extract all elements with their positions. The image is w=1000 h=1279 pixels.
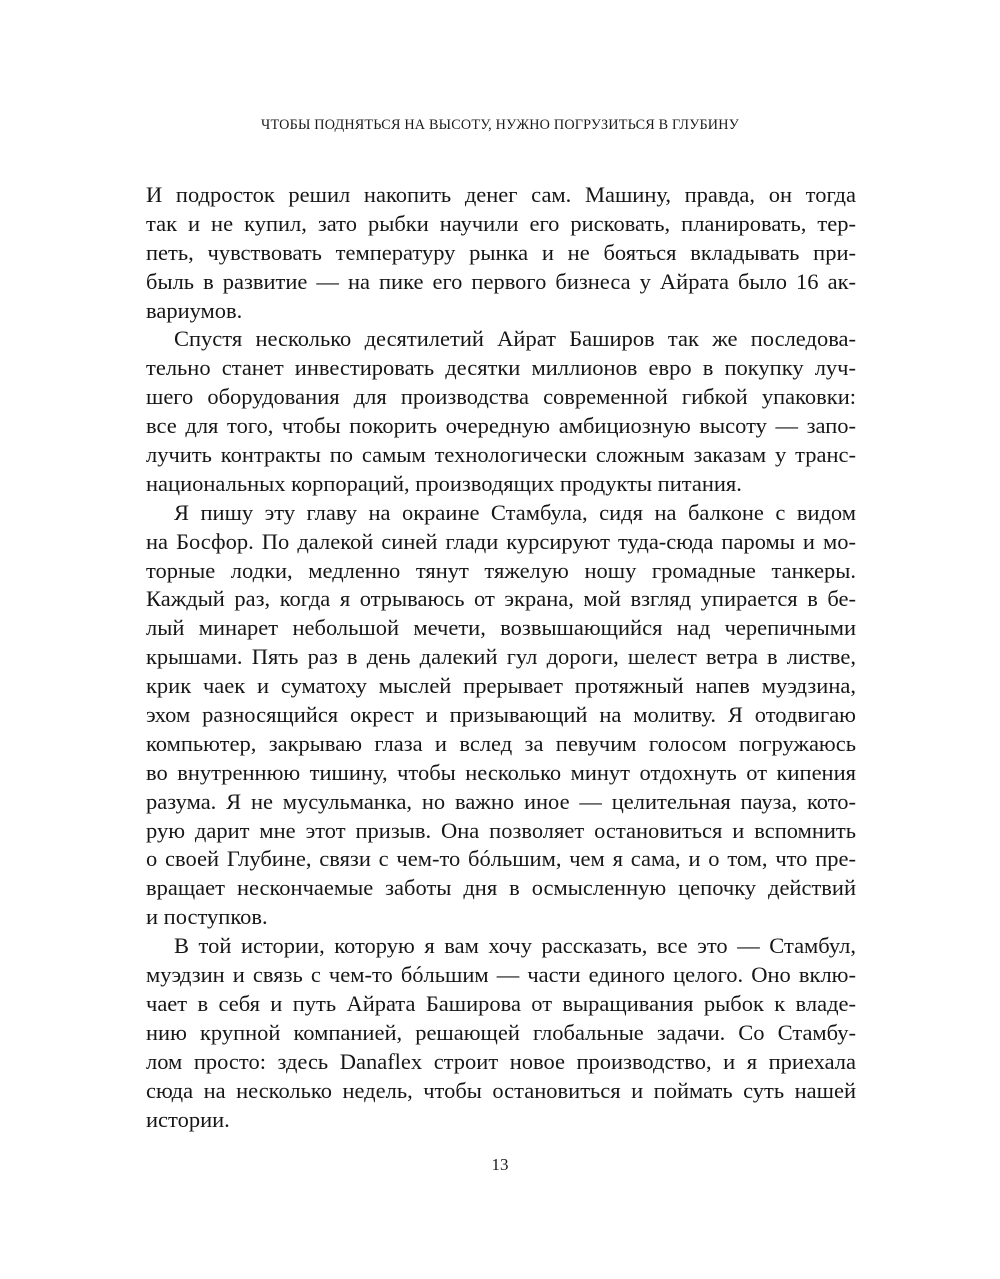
text-line: эхом разносящийся окрест и призывающий на молитву. Я отодвигаю	[146, 702, 856, 728]
text-line: национальных корпораций, производящих продукты питания.	[146, 470, 742, 496]
text-line: И подросток решил накопить денег сам. Машину, правда, он тогда	[146, 182, 856, 207]
text-line: петь, чувствовать температуру рынка и не бояться вкладывать при-	[146, 239, 856, 265]
text-line: истории.	[146, 1106, 230, 1132]
text-line: о своей Глубине, связи с чем-то бóльшим, чем я сама, и о том, что пре-	[146, 846, 856, 872]
text-line: лучить контракты по самым технологически сложным заказам у транс-	[146, 442, 856, 468]
text-line: чает в себя и путь Айрата Баширова от выращивания рыбок к владе-	[146, 990, 856, 1016]
text-line: нию крупной компанией, решающей глобальные задачи. Со Стамбу-	[146, 1019, 856, 1045]
text-line: все для того, чтобы покорить очередную амбициозную высоту — запо-	[146, 413, 856, 439]
text-line: крик чаек и суматоху мыслей прерывает протяжный напев муэдзина,	[146, 673, 856, 699]
text-line: вращает нескончаемые заботы дня в осмысленную цепочку действий	[146, 875, 856, 901]
running-head: ЧТОБЫ ПОДНЯТЬСЯ НА ВЫСОТУ, НУЖНО ПОГРУЗИТЬСЯ В ГЛУБИНУ	[261, 117, 739, 133]
text-line: Каждый раз, когда я отрываюсь от экрана, мой взгляд упирается в бе-	[146, 586, 856, 612]
text-line: быль в развитие — на пике его первого бизнеса у Айрата было 16 ак-	[146, 268, 856, 294]
text-line: шего оборудования для производства современной гибкой упаковки:	[146, 384, 856, 410]
text-line: рую дарит мне этот призыв. Она позволяет остановиться и вспомнить	[146, 817, 856, 843]
text-line: Спустя несколько десятилетий Айрат Баширов так же последова-	[174, 326, 856, 352]
paragraph	[146, 181, 856, 325]
text-line: во внутреннюю тишину, чтобы несколько минут отдохнуть от кипения	[146, 759, 856, 785]
text-line: на Босфор. По далекой синей глади курсируют туда-сюда паромы и мо-	[146, 528, 856, 554]
text-line: крышами. Пять раз в день далекий гул дороги, шелест ветра в листве,	[146, 644, 856, 670]
text-line: тельно станет инвестировать десятки миллионов евро в покупку луч-	[146, 355, 856, 381]
paragraph	[146, 499, 856, 932]
text-line: вариумов.	[146, 297, 243, 323]
body-text	[146, 181, 856, 1134]
text-line: и поступков.	[146, 904, 268, 930]
text-line: лом просто: здесь Danaflex строит новое производство, и я приехала	[146, 1048, 856, 1074]
paragraph	[146, 932, 856, 1134]
text-line: В той истории, которую я вам хочу рассказать, все это — Стамбул,	[174, 933, 856, 959]
paragraph	[146, 325, 856, 498]
text-line: сюда на несколько недель, чтобы остановиться и поймать суть нашей	[146, 1077, 856, 1103]
text-line: Я пишу эту главу на окраине Стамбула, сидя на балконе с видом	[174, 499, 856, 525]
text-line: лый минарет небольшой мечети, возвышающийся над черепичными	[146, 615, 856, 641]
text-line: так и не купил, зато рыбки научили его рисковать, планировать, тер-	[146, 210, 856, 236]
text-line: торные лодки, медленно тянут тяжелую ношу громадные танкеры.	[146, 557, 856, 583]
text-line: компьютер, закрываю глаза и вслед за певучим голосом погружаюсь	[146, 730, 856, 756]
text-line: разума. Я не мусульманка, но важно иное — целительная пауза, кото-	[146, 788, 856, 814]
text-line: муэдзин и связь с чем-то бóльшим — части единого целого. Оно вклю-	[146, 962, 856, 988]
page-number: 13	[491, 1155, 509, 1174]
